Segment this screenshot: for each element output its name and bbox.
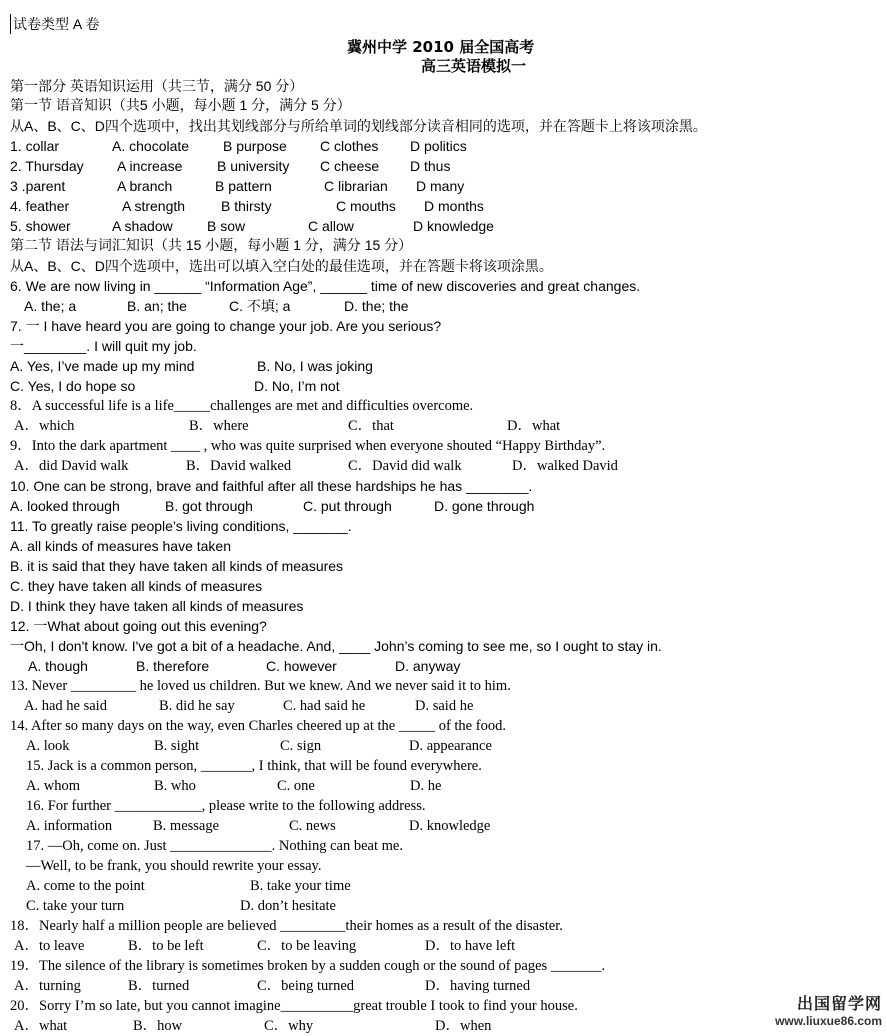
answer-option: D many xyxy=(416,178,465,194)
question-text: 第二节 语法与词汇知识（共 15 小题，每小题 1 分，满分 15 分） xyxy=(10,237,413,253)
exam-title-school: 冀州中学 2010 届全国高考 xyxy=(347,38,535,56)
question-text: A．which xyxy=(14,418,75,434)
answer-option: C clothes xyxy=(320,138,379,154)
answer-option: B. therefore xyxy=(136,658,210,674)
question-text: 从A、B、C、D四个选项中，找出其划线部分与所给单词的划线部分读音相同的选项，并在答题卡上将该项涂黑。 xyxy=(10,118,707,134)
question-text: A. Yes, I’ve made up my mind xyxy=(10,358,195,374)
question-text: 18．Nearly half a million people are believed _________their homes as a result of the disaster. xyxy=(10,918,563,934)
answer-option: C．that xyxy=(348,418,394,434)
question-text: 8．A successful life is a life_____challenges are met and difficulties overcome. xyxy=(10,398,474,414)
answer-option: D．what xyxy=(507,418,561,434)
answer-option: D．to have left xyxy=(425,938,516,954)
answer-option: D. No, I’m not xyxy=(254,378,340,394)
question-text: A. had he said xyxy=(24,698,107,714)
question-text: 6. We are now living in ______ “Information Age”, ______ time of new discoveries and great changes. xyxy=(10,278,641,294)
answer-option: A shadow xyxy=(112,218,173,234)
answer-option: D. knowledge xyxy=(409,818,491,834)
paper-type-label: 试卷类型 A 卷 xyxy=(10,14,99,34)
question-text: 第一节 语音知识（共5 小题，每小题 1 分，满分 5 分） xyxy=(10,97,351,113)
answer-option: D months xyxy=(424,198,484,214)
answer-option: C. sign xyxy=(280,738,322,754)
answer-option: D. he xyxy=(410,778,442,794)
question-text: 7. 一 I have heard you are going to change your job. Are you serious? xyxy=(10,318,442,334)
question-text: 17. —Oh, come on. Just ______________. Nothing can beat me. xyxy=(26,838,403,854)
answer-option: C. 不填; a xyxy=(229,298,291,314)
question-text: 14. After so many days on the way, even Charles cheered up at the _____ of the food. xyxy=(10,718,506,734)
answer-option: B．David walked xyxy=(186,458,292,474)
watermark-url: www.liuxue86.com xyxy=(775,1014,882,1028)
answer-option: B．how xyxy=(133,1018,183,1034)
answer-option: D thus xyxy=(410,158,451,174)
question-text: 10. One can be strong, brave and faithful after all these hardships he has ________. xyxy=(10,478,533,494)
answer-option: D．walked David xyxy=(512,458,618,474)
answer-option: D knowledge xyxy=(413,218,494,234)
answer-option: A increase xyxy=(117,158,183,174)
answer-option: C allow xyxy=(308,218,354,234)
question-text: 一________. I will quit my job. xyxy=(10,338,197,354)
answer-option: B. message xyxy=(153,818,220,834)
question-text: 12. 一What about going out this evening? xyxy=(10,618,267,634)
question-text: A. all kinds of measures have taken xyxy=(10,538,232,554)
answer-option: A branch xyxy=(117,178,173,194)
answer-option: D. anyway xyxy=(395,658,461,674)
answer-option: D．having turned xyxy=(425,978,531,994)
question-text: A．turning xyxy=(14,978,81,994)
answer-option: B. sight xyxy=(154,738,200,754)
answer-option: B．where xyxy=(189,418,249,434)
question-text: 9．Into the dark apartment ____ , who was quite surprised when everyone shouted “Happy Birthday”. xyxy=(10,438,606,454)
answer-option: D. appearance xyxy=(409,738,492,754)
question-text: 20．Sorry I’m so late, but you cannot imagine__________great trouble I took to find your house. xyxy=(10,998,578,1014)
answer-option: B pattern xyxy=(215,178,272,194)
answer-option: B. got through xyxy=(165,498,253,514)
question-text: A. looked through xyxy=(10,498,120,514)
question-text: A．what xyxy=(14,1018,68,1034)
answer-option: C cheese xyxy=(320,158,380,174)
answer-option: C. had said he xyxy=(283,698,366,714)
answer-option: D. don’t hesitate xyxy=(240,898,336,914)
answer-option: C. however xyxy=(266,658,337,674)
question-text: C. take your turn xyxy=(26,898,125,914)
answer-option: C. one xyxy=(277,778,315,794)
question-text: B. it is said that they have taken all kinds of measures xyxy=(10,558,344,574)
answer-option: B. did he say xyxy=(159,698,235,714)
answer-option: B. take your time xyxy=(250,878,351,894)
question-text: 11. To greatly raise people’s living conditions, _______. xyxy=(10,518,352,534)
answer-option: B．turned xyxy=(128,978,190,994)
answer-option: A. chocolate xyxy=(112,138,190,154)
answer-option: D．when xyxy=(435,1018,492,1034)
answer-option: B university xyxy=(217,158,290,174)
question-text: 2. Thursday xyxy=(10,158,84,174)
question-text: 3 .parent xyxy=(10,178,66,194)
question-text: A. look xyxy=(26,738,70,754)
question-text: A. come to the point xyxy=(26,878,145,894)
answer-option: C．David did walk xyxy=(348,458,462,474)
answer-option: B purpose xyxy=(223,138,287,154)
answer-option: B．to be left xyxy=(128,938,204,954)
answer-option: C. news xyxy=(289,818,336,834)
answer-option: C．to be leaving xyxy=(257,938,357,954)
question-text: 4. feather xyxy=(10,198,70,214)
question-text: 第一部分 英语知识运用（共三节，满分 50 分） xyxy=(10,78,304,94)
answer-option: C. put through xyxy=(303,498,392,514)
question-text: 15. Jack is a common person, _______, I think, that will be found everywhere. xyxy=(26,758,482,774)
question-text: 13. Never _________ he loved us children. But we knew. And we never said it to him. xyxy=(10,678,511,694)
site-watermark xyxy=(732,996,882,1030)
answer-option: B. No, I was joking xyxy=(257,358,373,374)
question-text: 一Oh, I don't know. I've got a bit of a headache. And, ____ John’s coming to see me, so I ought to stay in. xyxy=(10,638,662,654)
answer-option: B. an; the xyxy=(127,298,187,314)
answer-option: B sow xyxy=(207,218,246,234)
question-text: C. Yes, I do hope so xyxy=(10,378,136,394)
question-text: D. I think they have taken all kinds of measures xyxy=(10,598,304,614)
answer-option: D. gone through xyxy=(434,498,535,514)
answer-option: D. the; the xyxy=(344,298,409,314)
question-text: A．did David walk xyxy=(14,458,129,474)
question-text: 16. For further ____________, please write to the following address. xyxy=(26,798,426,814)
question-text: 19．The silence of the library is sometimes broken by a sudden cough or the sound of pages _______. xyxy=(10,958,606,974)
question-text: C. they have taken all kinds of measures xyxy=(10,578,263,594)
answer-option: D politics xyxy=(410,138,467,154)
question-text: 5. shower xyxy=(10,218,71,234)
answer-option: C．why xyxy=(264,1018,314,1034)
answer-option: A strength xyxy=(122,198,186,214)
question-text: A. the; a xyxy=(24,298,77,314)
answer-option: B. who xyxy=(154,778,196,794)
question-text: 1. collar xyxy=(10,138,60,154)
question-text: —Well, to be frank, you should rewrite your essay. xyxy=(26,858,322,874)
answer-option: C．being turned xyxy=(257,978,355,994)
answer-option: C mouths xyxy=(336,198,396,214)
question-text: A．to leave xyxy=(14,938,85,954)
question-text: A. whom xyxy=(26,778,80,794)
exam-title-subject: 高三英语模拟一 xyxy=(421,57,527,75)
answer-option: D. said he xyxy=(415,698,474,714)
question-text: 从A、B、C、D四个选项中，选出可以填入空白处的最佳选项，并在答题卡将该项涂黑。 xyxy=(10,258,553,274)
watermark-logo-text: 出国留学网 xyxy=(796,996,882,1013)
question-text: A. though xyxy=(28,658,88,674)
question-text: A. information xyxy=(26,818,113,834)
answer-option: C librarian xyxy=(324,178,388,194)
answer-option: B thirsty xyxy=(221,198,272,214)
